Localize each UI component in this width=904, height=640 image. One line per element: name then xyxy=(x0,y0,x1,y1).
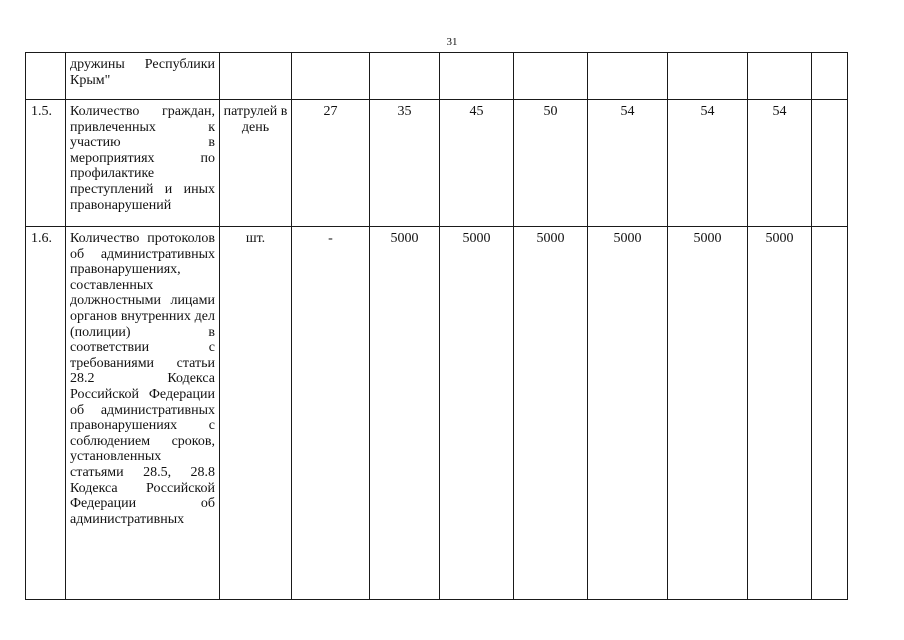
row-number: 1.5. xyxy=(26,100,66,227)
row-value: 27 xyxy=(292,100,370,227)
row-value: 5000 xyxy=(748,227,812,600)
row-extra xyxy=(812,227,848,600)
row-unit xyxy=(220,53,292,100)
table-row xyxy=(26,100,848,227)
row-value: 54 xyxy=(748,100,812,227)
row-value: - xyxy=(292,227,370,600)
row-unit: шт. xyxy=(220,227,292,600)
row-value xyxy=(370,53,440,100)
row-number xyxy=(26,53,66,100)
row-value xyxy=(514,53,588,100)
row-unit: патрулей в день xyxy=(220,100,292,227)
row-value xyxy=(292,53,370,100)
row-value: 45 xyxy=(440,100,514,227)
row-value xyxy=(668,53,748,100)
row-value: 50 xyxy=(514,100,588,227)
row-extra xyxy=(812,53,848,100)
row-description: дружины Республики Крым" xyxy=(66,53,220,100)
row-value: 5000 xyxy=(370,227,440,600)
row-value xyxy=(588,53,668,100)
row-extra xyxy=(812,100,848,227)
table-row xyxy=(26,53,848,100)
row-number: 1.6. xyxy=(26,227,66,600)
row-value: 5000 xyxy=(668,227,748,600)
table-row xyxy=(26,227,848,600)
row-value: 54 xyxy=(588,100,668,227)
page-number: 31 xyxy=(446,36,458,48)
row-value xyxy=(748,53,812,100)
row-description: Количество протоколов об административных правонарушениях, составленных должностными лицами органов внутренних дел (полиции) в соответствии с требованиями статьи 28.2 Кодекса Российской Федерации об административных правонарушениях с соблюдением сроков, установленных статьями 28.5, 28.8 Кодекса Российской Федерации об административных xyxy=(66,227,220,600)
row-value: 5000 xyxy=(514,227,588,600)
row-value xyxy=(440,53,514,100)
row-value: 5000 xyxy=(588,227,668,600)
row-description: Количество граждан, привлеченных к участию в мероприятиях по профилактике преступлений и иных правонарушений xyxy=(66,100,220,227)
indicator-table xyxy=(25,52,848,600)
row-value: 5000 xyxy=(440,227,514,600)
row-value: 35 xyxy=(370,100,440,227)
row-value: 54 xyxy=(668,100,748,227)
